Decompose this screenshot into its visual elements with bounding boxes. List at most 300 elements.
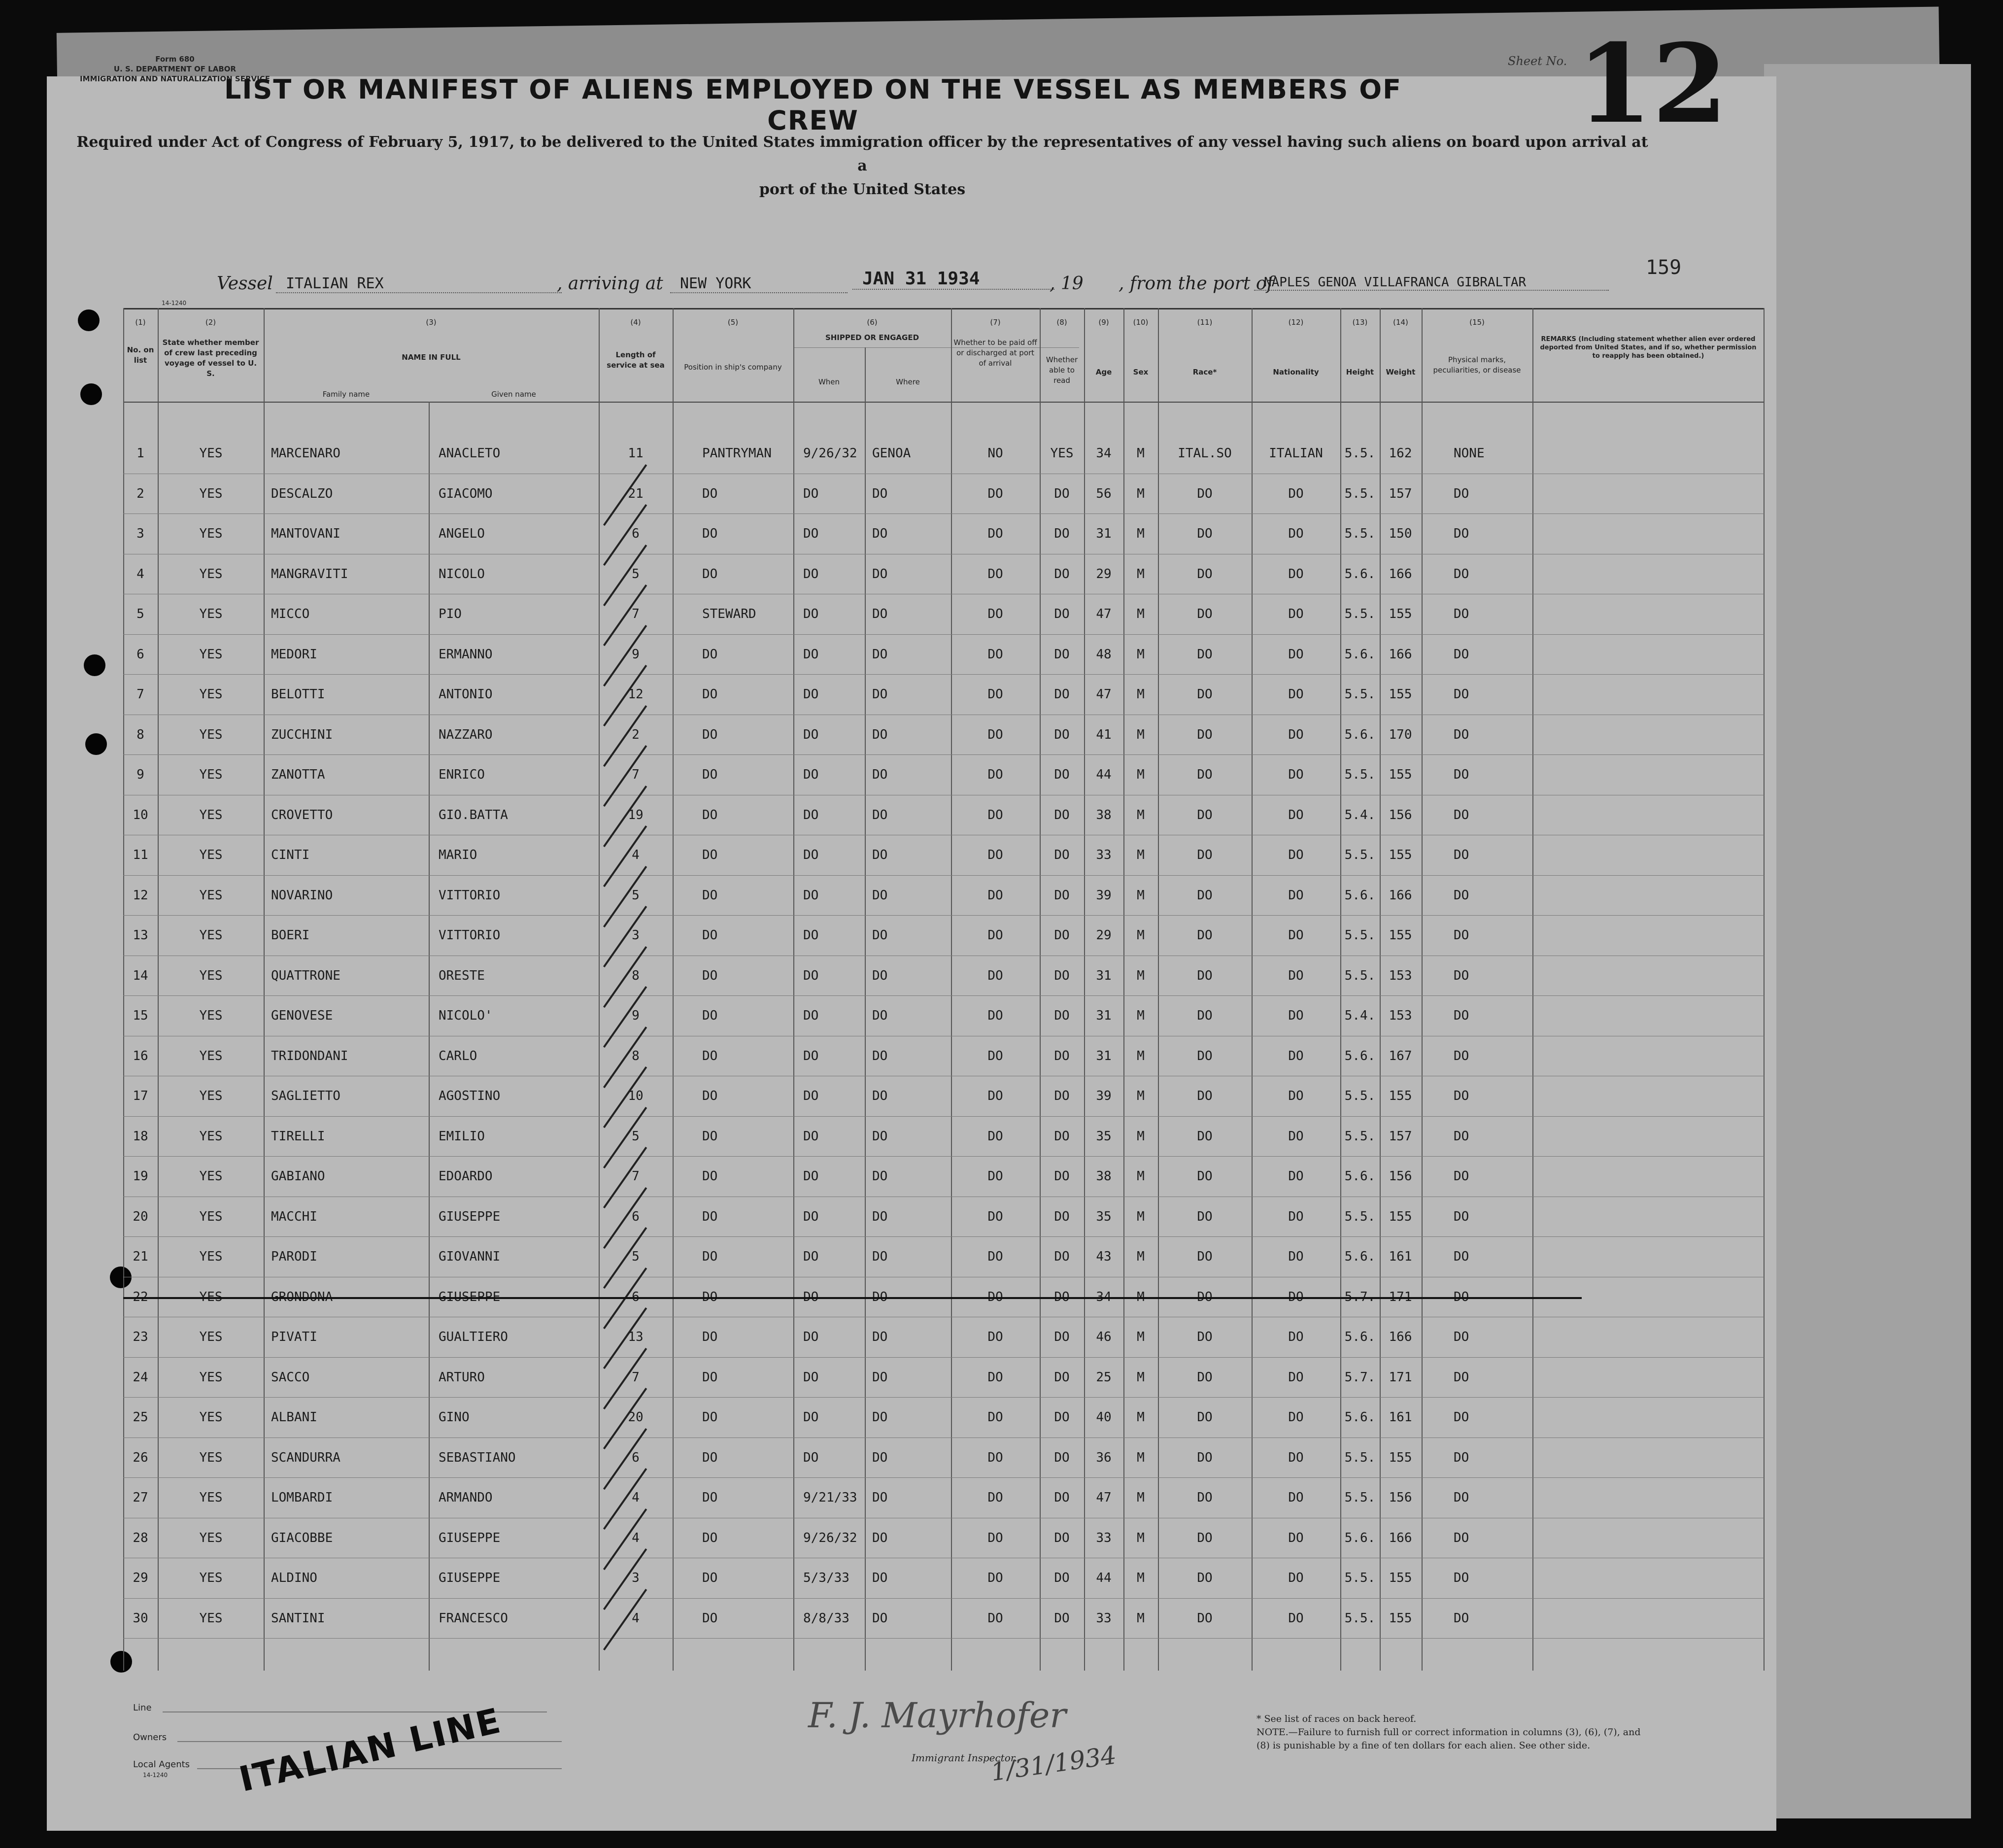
cell-age: 33 bbox=[1096, 848, 1112, 862]
cell-no: 1 bbox=[136, 446, 144, 461]
cell-paid: DO bbox=[987, 526, 1003, 541]
row-rule bbox=[123, 995, 1764, 996]
cell-age: 43 bbox=[1096, 1249, 1112, 1264]
cell-race: DO bbox=[1197, 687, 1213, 702]
col-divider bbox=[1532, 308, 1533, 1671]
cell-no: 11 bbox=[133, 848, 148, 862]
cell-paid: DO bbox=[987, 687, 1003, 702]
cell-service: 5 bbox=[632, 1249, 640, 1264]
col-divider bbox=[1158, 308, 1159, 1671]
cell-weight: 170 bbox=[1389, 727, 1412, 742]
cell-height: 5.6. bbox=[1344, 727, 1376, 742]
cell-where: DO bbox=[872, 968, 888, 983]
cell-given: ANACLETO bbox=[439, 446, 501, 461]
cell-read: DO bbox=[1054, 1008, 1070, 1023]
cell-read: DO bbox=[1054, 767, 1070, 782]
col-number: (9) bbox=[1098, 318, 1109, 327]
header-when: When bbox=[818, 377, 840, 386]
row-strikethrough bbox=[123, 1297, 1582, 1299]
cell-position: DO bbox=[702, 1571, 718, 1585]
cell-where: DO bbox=[872, 607, 888, 621]
cell-marks: DO bbox=[1454, 526, 1469, 541]
cell-when: DO bbox=[803, 928, 819, 943]
cell-weight: 156 bbox=[1389, 1490, 1412, 1505]
cell-read: DO bbox=[1054, 1450, 1070, 1465]
cell-read: DO bbox=[1054, 1209, 1070, 1224]
col-number: (5) bbox=[727, 318, 739, 327]
cell-paid: DO bbox=[987, 928, 1003, 943]
cell-when: 9/21/33 bbox=[803, 1490, 857, 1505]
cell-no: 17 bbox=[133, 1089, 148, 1103]
cell-height: 5.5. bbox=[1344, 1610, 1376, 1626]
cell-where: DO bbox=[872, 1008, 888, 1023]
cell-family: MEDORI bbox=[271, 647, 317, 662]
header-able-to-read: Whether able to read bbox=[1046, 355, 1078, 385]
cell-position: STEWARD bbox=[702, 607, 756, 621]
cell-height: 5.5. bbox=[1344, 767, 1376, 782]
col-number: (4) bbox=[630, 318, 641, 327]
departure-ports: NAPLES GENOA VILLAFRANCA GIBRALTAR bbox=[1254, 275, 1609, 291]
cell-no: 4 bbox=[136, 566, 144, 582]
cell-family: LOMBARDI bbox=[271, 1490, 333, 1505]
header-bottom-rule bbox=[123, 402, 1764, 403]
col-divider bbox=[1123, 308, 1124, 1671]
cell-weight: 155 bbox=[1389, 607, 1412, 621]
cell-sex: M bbox=[1137, 446, 1145, 461]
col-number: (13) bbox=[1352, 318, 1368, 327]
cell-weight: 155 bbox=[1389, 928, 1412, 943]
cell-race: DO bbox=[1197, 1330, 1213, 1344]
cell-paid: DO bbox=[987, 1169, 1003, 1184]
cell-read: DO bbox=[1054, 807, 1070, 822]
cell-age: 35 bbox=[1096, 1129, 1112, 1144]
cell-marks: NONE bbox=[1454, 446, 1485, 461]
cell-position: DO bbox=[702, 1490, 718, 1505]
cell-prev: YES bbox=[199, 1209, 223, 1224]
cell-age: 25 bbox=[1096, 1369, 1112, 1385]
header-nationality: Nationality bbox=[1273, 368, 1319, 376]
cell-read: DO bbox=[1054, 1129, 1070, 1144]
row-rule bbox=[123, 1477, 1764, 1478]
cell-when: 9/26/32 bbox=[803, 446, 857, 461]
cell-height: 5.5. bbox=[1344, 928, 1376, 943]
header-name-in-full: NAME IN FULL bbox=[402, 353, 461, 362]
cell-paid: DO bbox=[987, 968, 1003, 983]
cell-service: 7 bbox=[632, 1369, 640, 1385]
cell-family: MANGRAVITI bbox=[271, 566, 348, 582]
cell-service: 9 bbox=[632, 647, 640, 662]
cell-age: 47 bbox=[1096, 687, 1112, 702]
row-rule bbox=[123, 1397, 1764, 1398]
cell-given: NICOLO bbox=[439, 566, 485, 582]
cell-race: DO bbox=[1197, 1410, 1213, 1425]
cell-prev: YES bbox=[199, 1410, 223, 1425]
cell-no: 6 bbox=[136, 647, 144, 662]
cell-paid: DO bbox=[987, 1410, 1003, 1425]
col-divider bbox=[1764, 308, 1765, 1671]
cell-sex: M bbox=[1137, 1530, 1145, 1545]
cell-paid: DO bbox=[987, 647, 1003, 662]
cell-paid: DO bbox=[987, 1369, 1003, 1385]
cell-family: MICCO bbox=[271, 607, 310, 621]
inspector-label: Immigrant Inspector. bbox=[912, 1752, 1018, 1764]
cell-age: 47 bbox=[1096, 1490, 1112, 1505]
cell-position: PANTRYMAN bbox=[702, 446, 772, 461]
cell-when: DO bbox=[803, 1369, 819, 1385]
arrival-port: NEW YORK bbox=[670, 275, 848, 293]
cell-age: 34 bbox=[1096, 446, 1112, 461]
cell-where: DO bbox=[872, 687, 888, 702]
cell-where: DO bbox=[872, 486, 888, 501]
cell-no: 14 bbox=[133, 968, 148, 983]
cell-no: 30 bbox=[133, 1610, 148, 1626]
cell-no: 24 bbox=[133, 1369, 148, 1385]
vessel-name: ITALIAN REX bbox=[276, 275, 562, 293]
cell-paid: DO bbox=[987, 1490, 1003, 1505]
cell-prev: YES bbox=[199, 607, 223, 621]
cell-race: DO bbox=[1197, 486, 1213, 501]
cell-race: DO bbox=[1197, 1450, 1213, 1465]
cell-age: 48 bbox=[1096, 647, 1112, 662]
cell-marks: DO bbox=[1454, 1369, 1469, 1385]
col-number: (15) bbox=[1469, 318, 1485, 327]
cell-race: DO bbox=[1197, 526, 1213, 541]
cell-sex: M bbox=[1137, 1330, 1145, 1344]
cell-family: GENOVESE bbox=[271, 1008, 333, 1023]
cell-height: 5.5. bbox=[1344, 1089, 1376, 1103]
cell-weight: 166 bbox=[1389, 1530, 1412, 1545]
cell-sex: M bbox=[1137, 928, 1145, 943]
cell-marks: DO bbox=[1454, 928, 1469, 943]
cell-paid: DO bbox=[987, 1249, 1003, 1264]
row-rule bbox=[123, 1156, 1764, 1157]
cell-position: DO bbox=[702, 807, 718, 822]
cell-prev: YES bbox=[199, 727, 223, 742]
cell-nat: DO bbox=[1288, 1249, 1304, 1264]
row-rule bbox=[123, 513, 1764, 514]
row-rule bbox=[123, 1437, 1764, 1438]
cell-where: DO bbox=[872, 1169, 888, 1184]
cell-family: TIRELLI bbox=[271, 1129, 325, 1144]
cell-service: 8 bbox=[632, 1048, 640, 1063]
cell-nat: DO bbox=[1288, 767, 1304, 782]
cell-position: DO bbox=[702, 1048, 718, 1063]
cell-sex: M bbox=[1137, 1048, 1145, 1063]
cell-height: 5.6. bbox=[1344, 1410, 1376, 1425]
cell-age: 29 bbox=[1096, 566, 1112, 582]
cell-service: 7 bbox=[632, 1169, 640, 1184]
header-family-name: Family name bbox=[322, 390, 370, 399]
cell-when: DO bbox=[803, 647, 819, 662]
cell-family: TRIDONDANI bbox=[271, 1048, 348, 1063]
cell-no: 19 bbox=[133, 1169, 148, 1184]
cell-prev: YES bbox=[199, 1129, 223, 1144]
cell-sex: M bbox=[1137, 807, 1145, 822]
cell-nat: ITALIAN bbox=[1269, 446, 1323, 461]
cell-given: CARLO bbox=[439, 1048, 477, 1063]
cell-when: DO bbox=[803, 1089, 819, 1103]
cell-no: 20 bbox=[133, 1209, 148, 1224]
cell-marks: DO bbox=[1454, 1129, 1469, 1144]
cell-service: 6 bbox=[632, 1209, 640, 1224]
cell-prev: YES bbox=[199, 1530, 223, 1545]
cell-when: DO bbox=[803, 888, 819, 903]
cell-no: 8 bbox=[136, 727, 144, 742]
header-position: Position in ship's company bbox=[684, 363, 782, 372]
cell-nat: DO bbox=[1288, 1490, 1304, 1505]
cell-family: BOERI bbox=[271, 928, 310, 943]
cell-family: CINTI bbox=[271, 848, 310, 862]
footer-agents-label: Local Agents bbox=[133, 1759, 190, 1770]
cell-position: DO bbox=[702, 1008, 718, 1023]
cell-no: 5 bbox=[136, 607, 144, 621]
cell-marks: DO bbox=[1454, 1209, 1469, 1224]
cell-read: DO bbox=[1054, 888, 1070, 903]
header-no-on-list: No. on list bbox=[127, 345, 154, 365]
cell-when: DO bbox=[803, 848, 819, 862]
cell-when: DO bbox=[803, 1169, 819, 1184]
cell-where: DO bbox=[872, 928, 888, 943]
cell-weight: 155 bbox=[1389, 767, 1412, 782]
header-height: Height bbox=[1346, 368, 1374, 376]
cell-marks: DO bbox=[1454, 968, 1469, 983]
col-number: (8) bbox=[1056, 318, 1067, 327]
cell-sex: M bbox=[1137, 848, 1145, 862]
penalty-note: NOTE.—Failure to furnish full or correct information in columns (3), (6), (7), and (8) is punishable by a fine of ten dollars for each alien. See other side. bbox=[1256, 1727, 1641, 1751]
cell-given: ARMANDO bbox=[439, 1490, 493, 1505]
cell-sex: M bbox=[1137, 647, 1145, 662]
footer-note bbox=[1256, 1712, 1651, 1752]
cell-prev: YES bbox=[199, 1169, 223, 1184]
cell-where: DO bbox=[872, 1048, 888, 1063]
cell-height: 5.6. bbox=[1344, 1330, 1376, 1344]
cell-race: DO bbox=[1197, 647, 1213, 662]
cell-position: DO bbox=[702, 1089, 718, 1103]
cell-where: DO bbox=[872, 1330, 888, 1344]
cell-prev: YES bbox=[199, 807, 223, 822]
cell-no: 2 bbox=[136, 486, 144, 501]
cell-when: DO bbox=[803, 1330, 819, 1344]
binder-hole bbox=[78, 309, 100, 331]
cell-service: 3 bbox=[632, 1571, 640, 1585]
cell-position: DO bbox=[702, 1169, 718, 1184]
cell-service: 7 bbox=[632, 767, 640, 782]
header-race: Race* bbox=[1192, 368, 1217, 376]
cell-prev: YES bbox=[199, 647, 223, 662]
header-age: Age bbox=[1095, 368, 1112, 376]
cell-position: DO bbox=[702, 968, 718, 983]
cell-height: 5.5. bbox=[1344, 1209, 1376, 1224]
cell-weight: 162 bbox=[1389, 446, 1412, 461]
col-divider bbox=[1422, 308, 1423, 1671]
cell-position: DO bbox=[702, 687, 718, 702]
cell-nat: DO bbox=[1288, 1129, 1304, 1144]
cell-height: 5.5. bbox=[1344, 1450, 1376, 1465]
cell-marks: DO bbox=[1454, 1610, 1469, 1626]
cell-position: DO bbox=[702, 767, 718, 782]
cell-weight: 155 bbox=[1389, 687, 1412, 702]
table-top-rule bbox=[123, 308, 1764, 309]
cell-sex: M bbox=[1137, 1129, 1145, 1144]
cell-marks: DO bbox=[1454, 1450, 1469, 1465]
cell-paid: DO bbox=[987, 1571, 1003, 1585]
cell-family: PARODI bbox=[271, 1249, 317, 1264]
cell-position: DO bbox=[702, 1410, 718, 1425]
cell-given: ANTONIO bbox=[439, 687, 493, 702]
header-shipped: SHIPPED OR ENGAGED bbox=[825, 333, 919, 342]
cell-service: 20 bbox=[628, 1410, 644, 1425]
cell-height: 5.5. bbox=[1344, 526, 1376, 541]
cell-position: DO bbox=[702, 647, 718, 662]
cell-read: YES bbox=[1050, 446, 1074, 461]
cell-prev: YES bbox=[199, 1571, 223, 1585]
cell-age: 31 bbox=[1096, 526, 1112, 541]
cell-age: 33 bbox=[1096, 1530, 1112, 1545]
cell-nat: DO bbox=[1288, 1369, 1304, 1385]
cell-family: DESCALZO bbox=[271, 486, 333, 501]
cell-read: DO bbox=[1054, 1169, 1070, 1184]
col-number: (10) bbox=[1133, 318, 1149, 327]
cell-paid: DO bbox=[987, 1008, 1003, 1023]
cell-height: 5.6. bbox=[1344, 1048, 1376, 1063]
cell-prev: YES bbox=[199, 1249, 223, 1264]
cell-read: DO bbox=[1054, 968, 1070, 983]
arriving-label: , arriving at bbox=[557, 274, 663, 294]
cell-height: 5.6. bbox=[1344, 566, 1376, 582]
cell-when: DO bbox=[803, 767, 819, 782]
cell-given: FRANCESCO bbox=[439, 1610, 508, 1626]
cell-prev: YES bbox=[199, 1330, 223, 1344]
sheet-label: Sheet No. bbox=[1508, 54, 1567, 68]
cell-when: DO bbox=[803, 486, 819, 501]
cell-weight: 161 bbox=[1389, 1249, 1412, 1264]
cell-given: ANGELO bbox=[439, 526, 485, 541]
cell-where: GENOA bbox=[872, 446, 911, 461]
col-number: (3) bbox=[426, 318, 437, 327]
cell-marks: DO bbox=[1454, 1249, 1469, 1264]
header-previous-voyage: State whether member of crew last preceding voyage of vessel to U. S. bbox=[162, 338, 259, 378]
cell-position: DO bbox=[702, 928, 718, 943]
cell-no: 28 bbox=[133, 1530, 148, 1545]
col-divider bbox=[1340, 308, 1341, 1671]
cell-family: ALDINO bbox=[271, 1571, 317, 1585]
cell-age: 38 bbox=[1096, 807, 1112, 822]
cell-height: 5.5. bbox=[1344, 1571, 1376, 1585]
cell-marks: DO bbox=[1454, 607, 1469, 621]
cell-age: 39 bbox=[1096, 888, 1112, 903]
cell-given: GIO.BATTA bbox=[439, 807, 508, 822]
cell-where: DO bbox=[872, 1450, 888, 1465]
cell-when: 9/26/32 bbox=[803, 1530, 857, 1545]
cell-race: DO bbox=[1197, 727, 1213, 742]
cell-read: DO bbox=[1054, 607, 1070, 621]
cell-when: DO bbox=[803, 1450, 819, 1465]
cell-given: NAZZARO bbox=[439, 727, 493, 742]
cell-service: 12 bbox=[628, 687, 644, 702]
cell-position: DO bbox=[702, 1369, 718, 1385]
year-label: , 19 bbox=[1050, 274, 1084, 294]
cell-prev: YES bbox=[199, 1369, 223, 1385]
cell-marks: DO bbox=[1454, 1048, 1469, 1063]
cell-marks: DO bbox=[1454, 888, 1469, 903]
cell-sex: M bbox=[1137, 607, 1145, 621]
col-divider bbox=[1084, 308, 1085, 1671]
header-weight: Weight bbox=[1386, 368, 1416, 376]
cell-marks: DO bbox=[1454, 647, 1469, 662]
cell-read: DO bbox=[1054, 526, 1070, 541]
cell-age: 46 bbox=[1096, 1330, 1112, 1344]
cell-sex: M bbox=[1137, 1610, 1145, 1626]
cell-paid: DO bbox=[987, 486, 1003, 501]
cell-given: EMILIO bbox=[439, 1129, 485, 1144]
cell-position: DO bbox=[702, 1330, 718, 1344]
cell-marks: DO bbox=[1454, 727, 1469, 742]
cell-service: 5 bbox=[632, 888, 640, 903]
cell-prev: YES bbox=[199, 888, 223, 903]
cell-height: 5.6. bbox=[1344, 888, 1376, 903]
cell-position: DO bbox=[702, 888, 718, 903]
cell-weight: 150 bbox=[1389, 526, 1412, 541]
cell-family: PIVATI bbox=[271, 1330, 317, 1344]
cell-read: DO bbox=[1054, 687, 1070, 702]
cell-read: DO bbox=[1054, 1089, 1070, 1103]
col-divider bbox=[123, 308, 124, 1671]
cell-prev: YES bbox=[199, 1450, 223, 1465]
cell-race: DO bbox=[1197, 1369, 1213, 1385]
cell-service: 4 bbox=[632, 1610, 640, 1626]
cell-prev: YES bbox=[199, 767, 223, 782]
cell-no: 3 bbox=[136, 526, 144, 541]
cell-prev: YES bbox=[199, 1610, 223, 1626]
header-remarks: REMARKS (Including statement whether alien ever ordered deported from United States, and if so, whether permission to reapply has been obtained.) bbox=[1540, 336, 1757, 360]
cell-no: 15 bbox=[133, 1008, 148, 1023]
cell-height: 5.5. bbox=[1344, 968, 1376, 983]
cell-no: 25 bbox=[133, 1410, 148, 1425]
cell-when: DO bbox=[803, 1209, 819, 1224]
cell-marks: DO bbox=[1454, 1410, 1469, 1425]
cell-read: DO bbox=[1054, 1571, 1070, 1585]
cell-prev: YES bbox=[199, 486, 223, 501]
cell-service: 6 bbox=[632, 1450, 640, 1465]
cell-age: 35 bbox=[1096, 1209, 1112, 1224]
cell-prev: YES bbox=[199, 928, 223, 943]
cell-given: SEBASTIANO bbox=[439, 1450, 516, 1465]
cell-age: 56 bbox=[1096, 486, 1112, 501]
row-rule bbox=[123, 1357, 1764, 1358]
cell-family: MACCHI bbox=[271, 1209, 317, 1224]
cell-family: SAGLIETTO bbox=[271, 1089, 340, 1103]
row-rule bbox=[123, 634, 1764, 635]
cell-nat: DO bbox=[1288, 1008, 1304, 1023]
cell-no: 7 bbox=[136, 687, 144, 702]
cell-nat: DO bbox=[1288, 607, 1304, 621]
cell-nat: DO bbox=[1288, 687, 1304, 702]
cell-age: 31 bbox=[1096, 1048, 1112, 1063]
col-divider bbox=[1252, 308, 1253, 1671]
cell-nat: DO bbox=[1288, 1530, 1304, 1545]
cell-family: MARCENARO bbox=[271, 446, 340, 461]
cell-given: GIUSEPPE bbox=[439, 1530, 501, 1545]
header-where: Where bbox=[896, 377, 920, 386]
cell-race: DO bbox=[1197, 807, 1213, 822]
cell-marks: DO bbox=[1454, 1008, 1469, 1023]
cell-race: DO bbox=[1197, 1008, 1213, 1023]
cell-where: DO bbox=[872, 848, 888, 862]
subtitle-line-2: port of the United States bbox=[759, 181, 966, 198]
cell-age: 44 bbox=[1096, 1571, 1112, 1585]
cell-nat: DO bbox=[1288, 727, 1304, 742]
cell-no: 10 bbox=[133, 807, 148, 822]
